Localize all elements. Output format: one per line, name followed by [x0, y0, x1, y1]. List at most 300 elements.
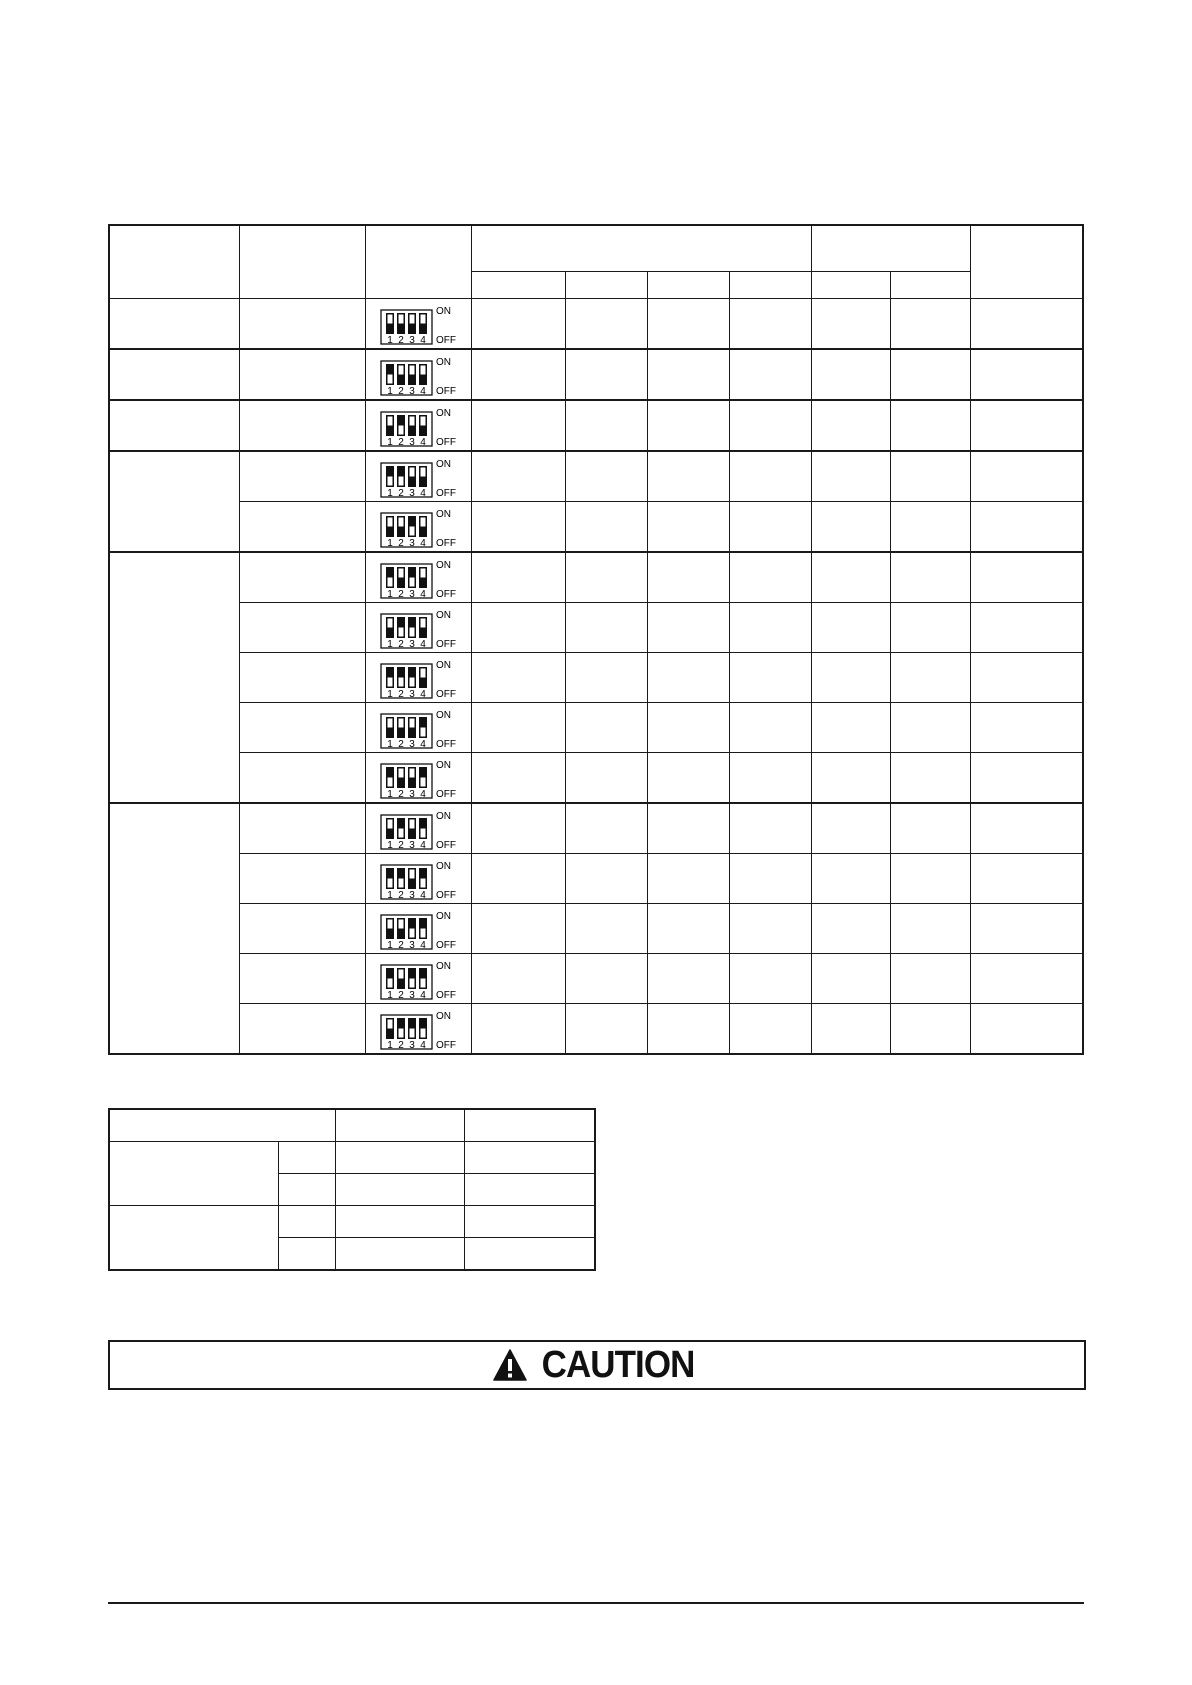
dip-switch-number: 1 — [386, 738, 393, 749]
dip-switch-cell — [365, 753, 471, 804]
dip-switch-diagram — [380, 303, 462, 345]
value-cell — [811, 653, 890, 703]
value-cell — [890, 854, 970, 904]
dip-switch-3-off — [409, 467, 414, 476]
value-cell — [729, 299, 811, 350]
value-cell — [565, 854, 647, 904]
value-cell — [647, 299, 729, 350]
dip-on-label: ON — [435, 860, 451, 872]
dip-switch-diagram — [380, 506, 462, 548]
dip-off-label: OFF — [435, 638, 456, 649]
dip-switch-4-on — [420, 978, 425, 987]
dip-switch-number: 2 — [397, 688, 404, 699]
dip-switch-number: 4 — [419, 537, 426, 548]
value-cell — [471, 904, 565, 954]
value-cell — [970, 299, 1083, 350]
dip-switch-4-on — [420, 777, 425, 786]
value-cell — [565, 753, 647, 804]
subheader-cell — [811, 272, 890, 299]
table-row — [109, 400, 1083, 451]
dip-on-label: ON — [435, 356, 451, 368]
dip-switch-number: 3 — [408, 537, 415, 548]
dip-switch-2-off — [398, 919, 403, 928]
value-cell — [471, 400, 565, 451]
dip-switch-cell — [365, 603, 471, 653]
value-cell — [647, 400, 729, 451]
value-cell — [729, 954, 811, 1004]
value-cell — [970, 753, 1083, 804]
value-cell — [647, 753, 729, 804]
value-cell — [647, 803, 729, 854]
value-cell — [890, 400, 970, 451]
dip-off-label: OFF — [435, 889, 456, 900]
group-cell — [109, 803, 239, 1054]
dip-on-label: ON — [435, 910, 451, 922]
value-cell — [890, 552, 970, 603]
row-label-cell — [239, 803, 365, 854]
value-cell — [471, 753, 565, 804]
dip-switch-number: 1 — [386, 788, 393, 799]
dip-switch-1-on — [387, 978, 392, 987]
dip-switch-3-on — [409, 978, 414, 987]
footer-rule — [108, 1602, 1084, 1604]
dip-off-label: OFF — [435, 839, 456, 850]
dip-switch-cell — [365, 552, 471, 603]
header-cell-group-b — [811, 225, 970, 272]
table-row — [109, 904, 1083, 954]
dip-off-label: OFF — [435, 537, 456, 548]
dip-on-label: ON — [435, 659, 451, 671]
subheader-cell — [471, 272, 565, 299]
dip-switch-cell — [365, 653, 471, 703]
dip-switch-2-on — [398, 476, 403, 485]
dip-switch-cell — [365, 854, 471, 904]
value-cell — [970, 703, 1083, 753]
dip-switch-number: 1 — [386, 436, 393, 447]
dip-switch-number: 2 — [397, 588, 404, 599]
dip-switch-number: 1 — [386, 939, 393, 950]
dip-switch-number: 2 — [397, 1039, 404, 1050]
dip-switch-number: 4 — [419, 436, 426, 447]
dip-switch-1-on — [387, 878, 392, 887]
table-row — [109, 552, 1083, 603]
dip-switch-2-on — [398, 677, 403, 686]
dip-off-label: OFF — [435, 688, 456, 699]
dip-switch-3-off — [409, 314, 414, 323]
group-cell — [109, 349, 239, 400]
value-cell — [471, 603, 565, 653]
dip-switch-number: 3 — [408, 385, 415, 396]
dip-switch-2-off — [398, 768, 403, 777]
value-cell — [890, 753, 970, 804]
table-row — [109, 1004, 1083, 1055]
caution-banner — [108, 1340, 1086, 1390]
dip-switch-number: 2 — [397, 334, 404, 345]
value-cell — [647, 904, 729, 954]
dip-on-label: ON — [435, 609, 451, 621]
sub-cell — [335, 1238, 464, 1271]
dip-switch-2-on — [398, 878, 403, 887]
header-cell-col1 — [109, 225, 239, 299]
row-label-cell — [239, 904, 365, 954]
value-cell — [811, 954, 890, 1004]
value-cell — [729, 1004, 811, 1055]
dip-switch-1-on — [387, 777, 392, 786]
value-cell — [647, 653, 729, 703]
warning-triangle-icon — [493, 1349, 527, 1381]
value-cell — [565, 451, 647, 502]
value-cell — [729, 603, 811, 653]
value-cell — [471, 954, 565, 1004]
dip-switch-4-on — [420, 727, 425, 736]
dip-switch-2-off — [398, 568, 403, 577]
value-cell — [647, 451, 729, 502]
dip-switch-3-on — [409, 928, 414, 937]
dip-switch-4-off — [420, 618, 425, 627]
value-cell — [729, 349, 811, 400]
value-cell — [970, 603, 1083, 653]
dip-switch-3-on — [409, 526, 414, 535]
value-cell — [970, 552, 1083, 603]
value-cell — [729, 904, 811, 954]
value-cell — [811, 904, 890, 954]
dip-switch-number: 2 — [397, 889, 404, 900]
value-cell — [811, 552, 890, 603]
dip-switch-4-off — [420, 517, 425, 526]
value-cell — [970, 400, 1083, 451]
dip-switch-number: 3 — [408, 939, 415, 950]
dip-switch-setting-table — [108, 224, 1084, 1055]
row-label-cell — [239, 552, 365, 603]
dip-switch-number: 3 — [408, 1039, 415, 1050]
dip-switch-1-off — [387, 1019, 392, 1028]
dip-switch-4-off — [420, 365, 425, 374]
value-cell — [471, 854, 565, 904]
value-cell — [729, 400, 811, 451]
dip-switch-2-off — [398, 517, 403, 526]
dip-on-label: ON — [435, 508, 451, 520]
dip-switch-number: 3 — [408, 738, 415, 749]
dip-switch-3-off — [409, 869, 414, 878]
value-cell — [970, 653, 1083, 703]
value-cell — [811, 854, 890, 904]
table-row — [109, 502, 1083, 553]
dip-switch-1-off — [387, 819, 392, 828]
value-cell — [970, 803, 1083, 854]
value-cell — [647, 502, 729, 553]
dip-switch-2-on — [398, 1028, 403, 1037]
dip-switch-1-on — [387, 677, 392, 686]
value-cell — [565, 552, 647, 603]
dip-switch-number: 4 — [419, 889, 426, 900]
row-label-cell — [239, 703, 365, 753]
sub-cell — [278, 1142, 335, 1174]
value-cell — [811, 349, 890, 400]
value-cell — [647, 954, 729, 1004]
group-cell — [109, 400, 239, 451]
dip-switch-number: 3 — [408, 588, 415, 599]
dip-switch-4-on — [420, 828, 425, 837]
dip-switch-3-on — [409, 577, 414, 586]
dip-switch-number: 1 — [386, 487, 393, 498]
dip-switch-3-on — [409, 677, 414, 686]
dip-switch-4-on — [420, 928, 425, 937]
value-cell — [890, 954, 970, 1004]
dip-switch-diagram — [380, 1008, 462, 1050]
value-cell — [890, 603, 970, 653]
value-cell — [729, 753, 811, 804]
table-row — [109, 753, 1083, 804]
dip-switch-number: 3 — [408, 989, 415, 1000]
value-cell — [729, 854, 811, 904]
value-cell — [811, 400, 890, 451]
value-cell — [890, 904, 970, 954]
value-cell — [471, 299, 565, 350]
dip-switch-cell — [365, 400, 471, 451]
dip-switch-number: 1 — [386, 1039, 393, 1050]
dip-switch-number: 1 — [386, 889, 393, 900]
dip-switch-2-on — [398, 627, 403, 636]
dip-switch-3-off — [409, 718, 414, 727]
sub-group-cell — [109, 1206, 278, 1271]
value-cell — [647, 603, 729, 653]
dip-switch-diagram — [380, 657, 462, 699]
dip-off-label: OFF — [435, 588, 456, 599]
value-cell — [890, 299, 970, 350]
dip-switch-diagram — [380, 908, 462, 950]
dip-switch-cell — [365, 502, 471, 553]
dip-switch-number: 4 — [419, 688, 426, 699]
value-cell — [565, 703, 647, 753]
value-cell — [890, 703, 970, 753]
value-cell — [729, 502, 811, 553]
value-cell — [471, 451, 565, 502]
dip-switch-number: 2 — [397, 385, 404, 396]
dip-switch-4-off — [420, 416, 425, 425]
dip-switch-diagram — [380, 858, 462, 900]
row-label-cell — [239, 603, 365, 653]
row-label-cell — [239, 954, 365, 1004]
dip-switch-1-off — [387, 416, 392, 425]
sub-cell — [278, 1206, 335, 1238]
value-cell — [970, 854, 1083, 904]
dip-switch-number: 3 — [408, 334, 415, 345]
dip-switch-cell — [365, 904, 471, 954]
header-cell-last — [970, 225, 1083, 299]
dip-switch-number: 4 — [419, 939, 426, 950]
dip-on-label: ON — [435, 559, 451, 571]
dip-switch-4-on — [420, 878, 425, 887]
dip-switch-number: 2 — [397, 788, 404, 799]
table-row — [109, 703, 1083, 753]
dip-switch-number: 2 — [397, 537, 404, 548]
dip-switch-number: 4 — [419, 738, 426, 749]
dip-switch-number: 2 — [397, 638, 404, 649]
dip-switch-2-off — [398, 365, 403, 374]
dip-switch-number: 2 — [397, 989, 404, 1000]
value-cell — [565, 904, 647, 954]
caution-label: CAUTION — [541, 1343, 695, 1386]
sub-cell — [335, 1206, 464, 1238]
sub-cell — [278, 1174, 335, 1206]
value-cell — [729, 653, 811, 703]
value-cell — [811, 1004, 890, 1055]
dip-switch-3-off — [409, 365, 414, 374]
sub-cell — [465, 1174, 595, 1206]
value-cell — [647, 349, 729, 400]
row-label-cell — [239, 299, 365, 350]
header-cell-switch — [365, 225, 471, 299]
row-label-cell — [239, 653, 365, 703]
value-cell — [811, 803, 890, 854]
value-cell — [890, 502, 970, 553]
dip-switch-2-off — [398, 969, 403, 978]
table-row — [109, 653, 1083, 703]
value-cell — [729, 451, 811, 502]
sub-group-cell — [109, 1142, 278, 1206]
row-label-cell — [239, 1004, 365, 1055]
dip-switch-3-on — [409, 627, 414, 636]
row-label-cell — [239, 502, 365, 553]
value-cell — [890, 653, 970, 703]
value-cell — [811, 753, 890, 804]
dip-switch-number: 3 — [408, 889, 415, 900]
dip-on-label: ON — [435, 810, 451, 822]
row-label-cell — [239, 451, 365, 502]
dip-switch-2-off — [398, 718, 403, 727]
sub-header-cell — [335, 1109, 464, 1142]
sub-header-cell — [109, 1109, 335, 1142]
value-cell — [471, 803, 565, 854]
dip-switch-number: 2 — [397, 436, 404, 447]
dip-switch-3-off — [409, 819, 414, 828]
dip-on-label: ON — [435, 960, 451, 972]
value-cell — [471, 703, 565, 753]
dip-switch-diagram — [380, 808, 462, 850]
dip-switch-cell — [365, 451, 471, 502]
dip-switch-4-off — [420, 314, 425, 323]
dip-switch-3-off — [409, 768, 414, 777]
value-cell — [970, 954, 1083, 1004]
dip-off-label: OFF — [435, 1039, 456, 1050]
dip-switch-number: 2 — [397, 487, 404, 498]
dip-switch-4-off — [420, 668, 425, 677]
value-cell — [471, 1004, 565, 1055]
dip-switch-cell — [365, 954, 471, 1004]
value-cell — [647, 854, 729, 904]
dip-switch-4-off — [420, 568, 425, 577]
value-cell — [565, 954, 647, 1004]
dip-switch-number: 3 — [408, 436, 415, 447]
dip-switch-number: 3 — [408, 788, 415, 799]
value-cell — [565, 299, 647, 350]
dip-switch-number: 4 — [419, 788, 426, 799]
value-cell — [647, 552, 729, 603]
value-cell — [647, 703, 729, 753]
dip-switch-diagram — [380, 707, 462, 749]
value-cell — [565, 603, 647, 653]
dip-switch-number: 4 — [419, 588, 426, 599]
sub-header-cell — [465, 1109, 595, 1142]
dip-switch-number: 1 — [386, 334, 393, 345]
dip-switch-2-off — [398, 314, 403, 323]
header-cell-group-a — [471, 225, 811, 272]
dip-switch-number: 2 — [397, 839, 404, 850]
dip-off-label: OFF — [435, 436, 456, 447]
sub-cell — [335, 1142, 464, 1174]
table-row — [109, 349, 1083, 400]
dip-switch-number: 4 — [419, 839, 426, 850]
dip-switch-number: 4 — [419, 638, 426, 649]
value-cell — [811, 502, 890, 553]
value-cell — [729, 803, 811, 854]
dip-switch-diagram — [380, 557, 462, 599]
dip-off-label: OFF — [435, 939, 456, 950]
dip-switch-number: 1 — [386, 385, 393, 396]
dip-on-label: ON — [435, 305, 451, 317]
group-cell — [109, 299, 239, 350]
dip-on-label: ON — [435, 407, 451, 419]
table-row — [109, 603, 1083, 653]
dip-on-label: ON — [435, 458, 451, 470]
dip-switch-diagram — [380, 405, 462, 447]
value-cell — [811, 703, 890, 753]
dip-switch-number: 4 — [419, 334, 426, 345]
dip-on-label: ON — [435, 709, 451, 721]
sub-cell — [465, 1206, 595, 1238]
dip-switch-1-off — [387, 718, 392, 727]
dip-switch-cell — [365, 349, 471, 400]
dip-switch-number: 1 — [386, 537, 393, 548]
row-label-cell — [239, 854, 365, 904]
value-cell — [647, 1004, 729, 1055]
dip-switch-number: 4 — [419, 385, 426, 396]
value-cell — [471, 502, 565, 553]
dip-switch-2-on — [398, 425, 403, 434]
value-cell — [970, 349, 1083, 400]
dip-switch-1-off — [387, 618, 392, 627]
value-cell — [890, 349, 970, 400]
sub-cell — [465, 1238, 595, 1271]
dip-off-label: OFF — [435, 487, 456, 498]
dip-switch-number: 3 — [408, 688, 415, 699]
table-row — [109, 451, 1083, 502]
value-cell — [890, 803, 970, 854]
value-cell — [565, 349, 647, 400]
dip-off-label: OFF — [435, 385, 456, 396]
dip-switch-diagram — [380, 456, 462, 498]
dip-switch-number: 2 — [397, 738, 404, 749]
dip-switch-number: 1 — [386, 839, 393, 850]
group-cell — [109, 552, 239, 803]
dip-switch-number: 3 — [408, 487, 415, 498]
dip-switch-1-on — [387, 374, 392, 383]
dip-switch-1-off — [387, 919, 392, 928]
value-cell — [970, 1004, 1083, 1055]
value-cell — [565, 653, 647, 703]
dip-off-label: OFF — [435, 989, 456, 1000]
value-cell — [970, 904, 1083, 954]
dip-switch-number: 4 — [419, 1039, 426, 1050]
dip-switch-1-off — [387, 314, 392, 323]
dip-switch-diagram — [380, 757, 462, 799]
dip-switch-3-off — [409, 416, 414, 425]
value-cell — [729, 552, 811, 603]
group-cell — [109, 451, 239, 552]
table-row — [109, 854, 1083, 904]
dip-switch-2-on — [398, 828, 403, 837]
value-cell — [565, 400, 647, 451]
